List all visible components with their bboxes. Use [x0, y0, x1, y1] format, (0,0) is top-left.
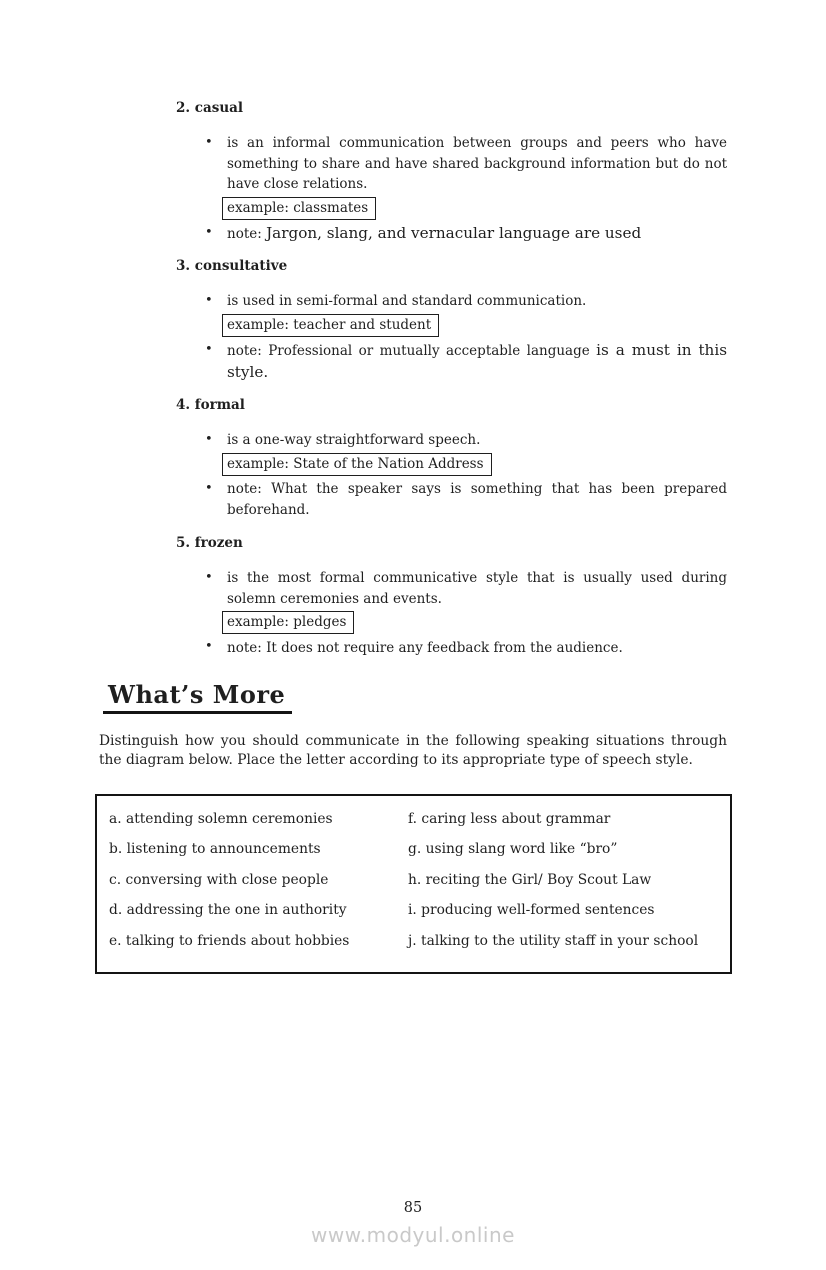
whats-more-heading-row — [103, 679, 727, 714]
style-description: • is used in semi-formal and standard communication. — [227, 291, 727, 312]
activity-box — [95, 794, 732, 974]
note-text: note: — [227, 225, 267, 242]
section-number: 5. — [176, 534, 191, 551]
document-page — [0, 101, 826, 1270]
example-box: example: pledges — [222, 611, 354, 634]
activity-item-d: d. addressing the one in authority — [109, 902, 347, 919]
activity-item-a: a. attending solemn ceremonies — [109, 810, 333, 827]
style-note — [227, 340, 727, 383]
activity-item-g: g. using slang word like “bro” — [408, 841, 618, 858]
section-heading-casual — [176, 101, 727, 116]
section-title: formal — [194, 397, 245, 414]
whats-more-heading: What’s More — [103, 682, 292, 714]
instructions-paragraph: Distinguish how you should communicate in the following speaking situations through the diagram below. Place the letter according to its appropriate type of speech style. — [99, 732, 727, 769]
page-content — [0, 101, 826, 974]
page-number: 85 — [403, 1200, 423, 1216]
style-description: • is a one-way straightforward speech. — [227, 430, 727, 451]
style-note — [227, 223, 727, 245]
example-row — [222, 453, 727, 476]
activity-item-f: f. caring less about grammar — [408, 810, 611, 827]
example-box: example: teacher and student — [222, 314, 439, 337]
section-heading-consultative — [176, 259, 727, 274]
style-note — [227, 479, 727, 521]
activity-item-i: i. producing well-formed sentences — [408, 902, 655, 919]
section-title: frozen — [194, 534, 243, 551]
style-description: • is an informal communication between groups and peers who have something to share and have shared background information but do not have close relations. — [227, 133, 727, 195]
activity-item-h: h. reciting the Girl/ Boy Scout Law — [408, 871, 652, 888]
style-note — [227, 637, 727, 659]
section-heading-formal — [176, 398, 727, 413]
note-text-emphasis: is a must in this style. — [227, 340, 727, 381]
note-text-emphasis: Jargon, slang, and vernacular language are used — [266, 223, 642, 242]
note-text: note: Professional or mutually acceptable language — [227, 342, 597, 359]
note-text: note: What the speaker says is something that has been prepared beforehand. — [227, 480, 727, 519]
example-box: example: classmates — [222, 197, 376, 220]
style-description: • is the most formal communicative style that is usually used during solemn ceremonies and events. — [227, 568, 727, 609]
section-number: 3. — [176, 258, 191, 275]
section-heading-frozen — [176, 536, 727, 551]
example-box: example: State of the Nation Address — [222, 453, 492, 476]
example-row — [222, 611, 727, 634]
activity-item-e: e. talking to friends about hobbies — [109, 933, 350, 950]
activity-item-b: b. listening to announcements — [109, 841, 321, 858]
section-number: 4. — [176, 397, 191, 414]
activity-item-c: c. conversing with close people — [109, 871, 329, 888]
section-title: casual — [194, 100, 244, 116]
site-watermark: www.modyul.online — [311, 1223, 515, 1247]
note-text: note: It does not require any feedback from the audience. — [227, 640, 623, 657]
activity-item-j: j. talking to the utility staff in your school — [408, 933, 699, 950]
section-title: consultative — [194, 258, 288, 275]
example-row — [222, 314, 727, 337]
example-row — [222, 197, 727, 220]
section-number: 2. — [176, 100, 191, 116]
